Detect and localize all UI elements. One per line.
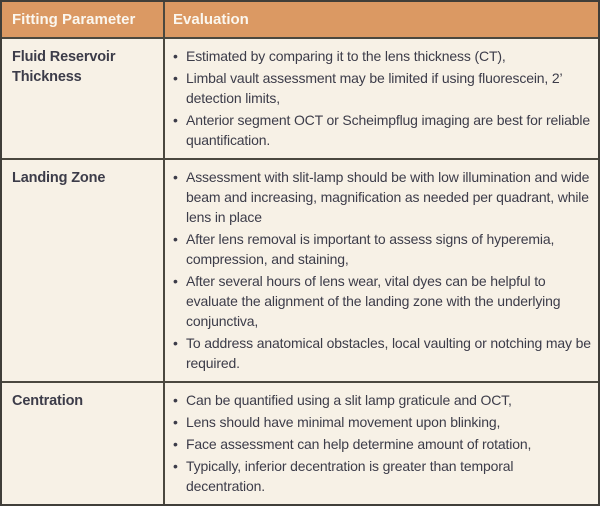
bullet-item: • Can be quantified using a slit lamp graticule and OCT,: [173, 390, 592, 410]
header-evaluation: Evaluation: [173, 10, 249, 28]
evaluation-cell: [165, 160, 598, 381]
table-header-row: [2, 2, 598, 39]
bullet-item: • Lens should have minimal movement upon blinking,: [173, 412, 592, 432]
parameter-label: Centration: [2, 383, 165, 504]
table-row-centration: [2, 383, 598, 504]
bullet-item: • Limbal vault assessment may be limited if using fluorescein, 2’ detection limits,: [173, 68, 592, 108]
bullet-item: • Anterior segment OCT or Scheimpflug imaging are best for reliable quantification.: [173, 110, 592, 150]
bullet-item: • Estimated by comparing it to the lens thickness (CT),: [173, 46, 592, 66]
header-fitting-parameter: Fitting Parameter: [2, 2, 165, 37]
evaluation-cell: [165, 383, 598, 504]
table-row-landing-zone: [2, 160, 598, 383]
parameter-label: Landing Zone: [2, 160, 165, 381]
bullet-item: • After several hours of lens wear, vital dyes can be helpful to evaluate the alignment of the landing zone with the underlying conjunctiva,: [173, 271, 592, 331]
bullet-item: • Typically, inferior decentration is greater than temporal decentration.: [173, 456, 592, 496]
parameter-label: Fluid Reservoir Thickness: [2, 39, 165, 158]
bullet-item: • Assessment with slit-lamp should be with low illumination and wide beam and increasing, magnification as needed per quadrant, while lens in place: [173, 167, 592, 227]
bullet-list: [173, 46, 592, 150]
table-row-fluid-reservoir-thickness: [2, 39, 598, 160]
bullet-item: • Face assessment can help determine amount of rotation,: [173, 434, 592, 454]
bullet-list: [173, 390, 592, 496]
bullet-item: • To address anatomical obstacles, local vaulting or notching may be required.: [173, 333, 592, 373]
bullet-item: • After lens removal is important to assess signs of hyperemia, compression, and staining,: [173, 229, 592, 269]
evaluation-cell: [165, 39, 598, 158]
bullet-list: [173, 167, 592, 373]
